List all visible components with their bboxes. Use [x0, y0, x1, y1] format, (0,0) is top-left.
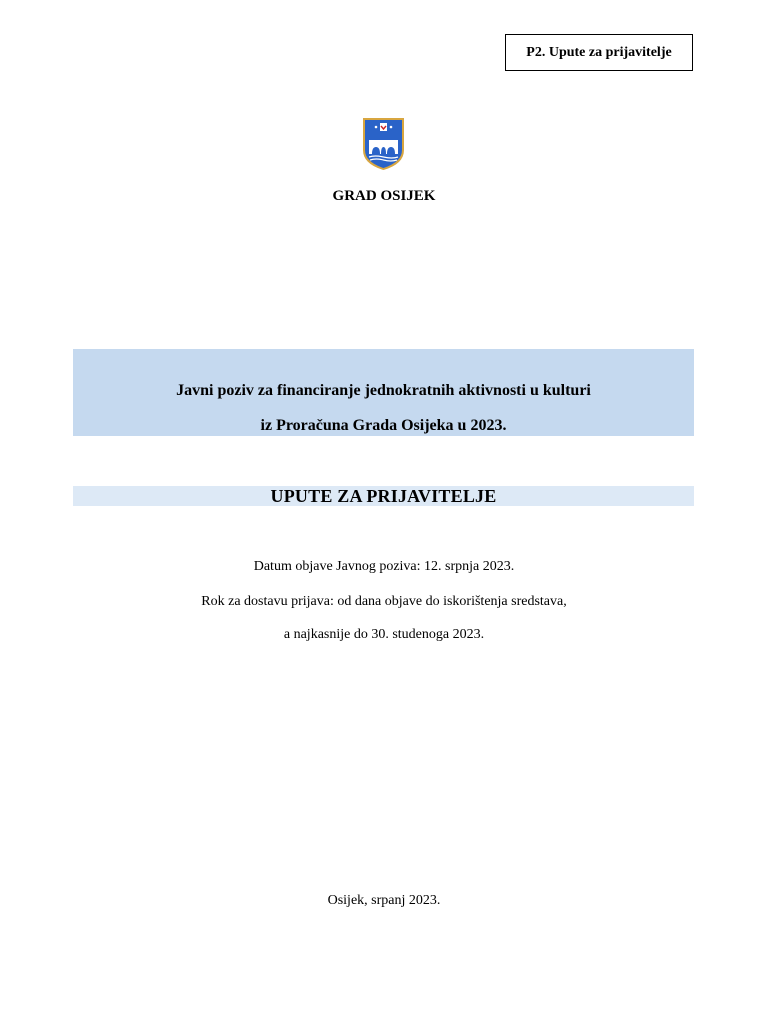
- publication-date: Datum objave Javnog poziva: 12. srpnja 2023.: [253, 559, 515, 574]
- submission-deadline-line-2: a najkasnije do 30. studenoga 2023.: [283, 627, 485, 642]
- submission-deadline-line-1: Rok za dostavu prijava: od dana objave do iskorištenja sredstava,: [201, 594, 567, 609]
- footer-place-date: Osijek, srpanj 2023.: [327, 893, 441, 908]
- coat-of-arms-icon: [361, 116, 406, 172]
- document-heading: UPUTE ZA PRIJAVITELJE: [270, 485, 497, 506]
- call-title-box: [73, 349, 694, 436]
- call-title-line-2: iz Proračuna Grada Osijeka u 2023.: [260, 417, 507, 434]
- city-name: GRAD OSIJEK: [332, 188, 436, 204]
- document-heading-box: [73, 486, 694, 506]
- document-label: P2. Upute za prijavitelje: [526, 44, 672, 60]
- document-label-box: [505, 34, 693, 71]
- call-title-line-1: Javni poziv za financiranje jednokratnih aktivnosti u kulturi: [176, 382, 591, 399]
